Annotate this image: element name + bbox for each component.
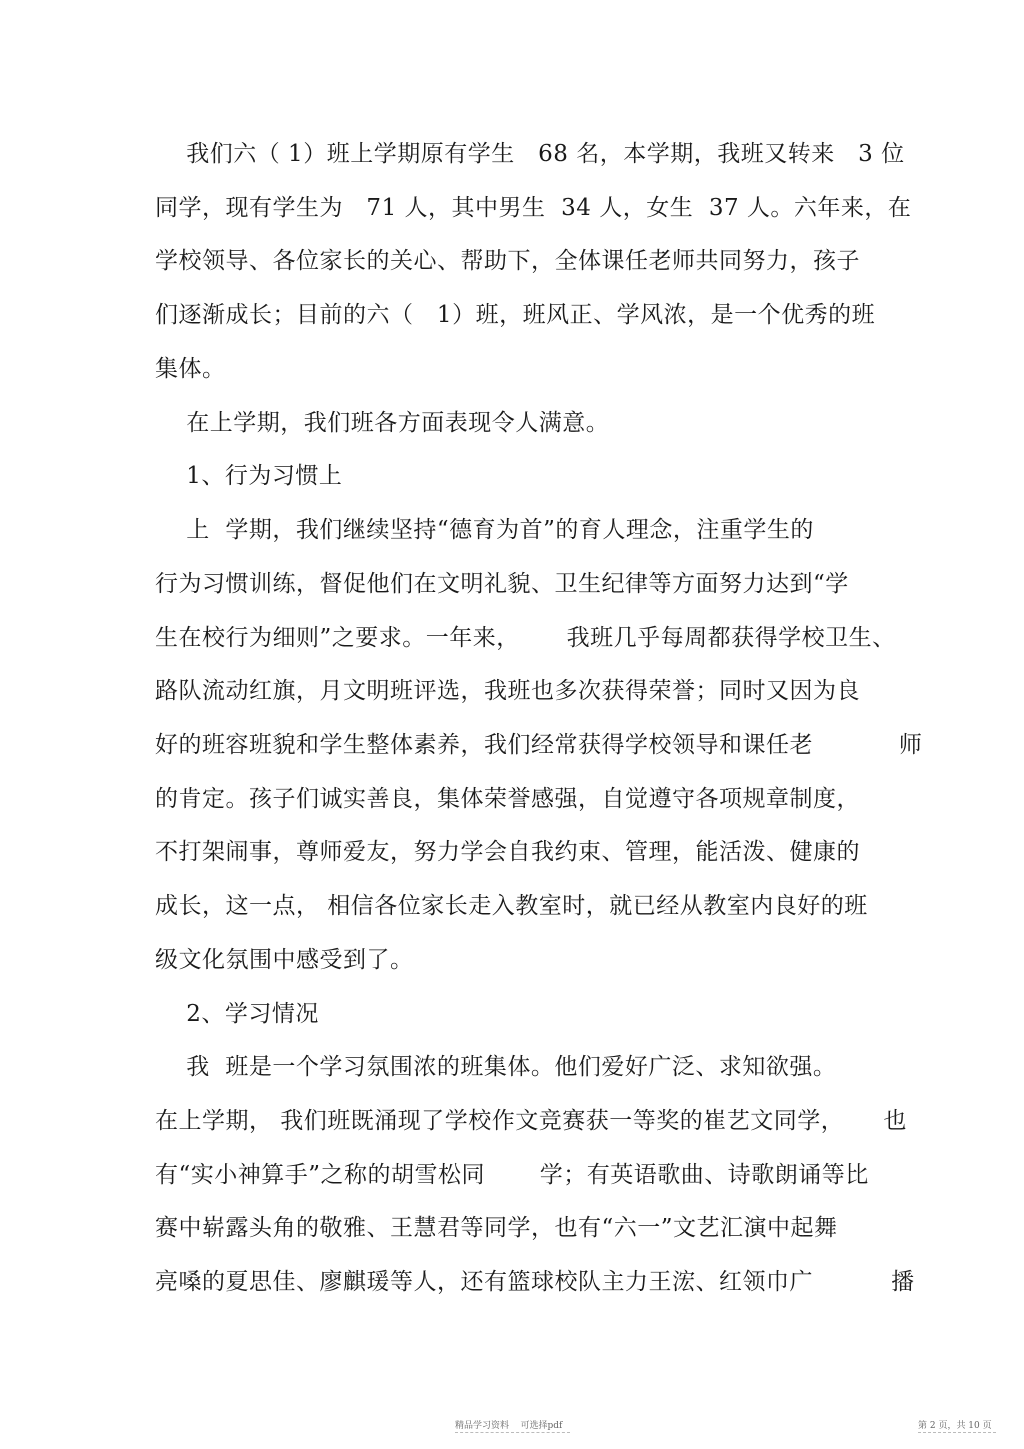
text-line: 成长，这一点， 相信各位家长走入教室时，就已经从教室内良好的班 bbox=[155, 893, 868, 919]
text-line: 生在校行为细则”之要求。一年来， 我班几乎每周都获得学校卫生、 bbox=[155, 625, 896, 651]
footer-divider bbox=[918, 1432, 996, 1433]
text-line: 我们六（ 1）班上学期原有学生 68 名，本学期，我班又转来 3 位 bbox=[155, 141, 905, 167]
text-line: 亮嗓的夏思佳、廖麒瑗等人，还有篮球校队主力王浤、红领巾广 播 bbox=[155, 1269, 915, 1295]
text-line: 赛中崭露头角的敬雅、王慧君等同学，也有“六一”文艺汇演中起舞 bbox=[155, 1215, 838, 1241]
section-heading: 2、学习情况 bbox=[155, 1001, 319, 1027]
text-line: 集体。 bbox=[155, 356, 226, 382]
footer-divider bbox=[455, 1432, 570, 1433]
text-line: 在上学期， 我们班既涌现了学校作文竞赛获一等奖的崔艺文同学， 也 bbox=[155, 1108, 907, 1134]
text-line: 不打架闹事，尊师爱友，努力学会自我约束、管理，能活泼、健康的 bbox=[155, 839, 860, 865]
text-line: 行为习惯训练，督促他们在文明礼貌、卫生纪律等方面努力达到“学 bbox=[155, 571, 849, 597]
text-line: 好的班容班貌和学生整体素养，我们经常获得学校领导和课任老 师 bbox=[155, 732, 923, 758]
footer-watermark: 精品学习资料 可选择pdf bbox=[455, 1421, 563, 1431]
section-heading: 1、行为习惯上 bbox=[155, 463, 343, 489]
text-line: 同学，现有学生为 71 人，其中男生 34 人，女生 37 人。六年来，在 bbox=[155, 195, 912, 221]
text-line: 有“实小神算手”之称的胡雪松同 学；有英语歌曲、诗歌朗诵等比 bbox=[155, 1162, 869, 1188]
text-line: 在上学期，我们班各方面表现令人满意。 bbox=[155, 410, 610, 436]
text-line: 级文化氛围中感受到了。 bbox=[155, 947, 414, 973]
text-line: 路队流动红旗，月文明班评选，我班也多次获得荣誉；同时又因为良 bbox=[155, 678, 860, 704]
text-line: 我 班是一个学习氛围浓的班集体。他们爱好广泛、求知欲强。 bbox=[155, 1054, 837, 1080]
text-line: 上 学期，我们继续坚持“德育为首”的育人理念，注重学生的 bbox=[155, 517, 814, 543]
page-number: 第 2 页，共 10 页 bbox=[918, 1421, 992, 1431]
text-line: 的肯定。孩子们诚实善良，集体荣誉感强，自觉遵守各项规章制度， bbox=[155, 786, 860, 812]
text-line: 们逐渐成长；目前的六（ 1）班，班风正、学风浓，是一个优秀的班 bbox=[155, 302, 876, 328]
text-line: 学校领导、各位家长的关心、帮助下，全体课任老师共同努力，孩子 bbox=[155, 248, 860, 274]
